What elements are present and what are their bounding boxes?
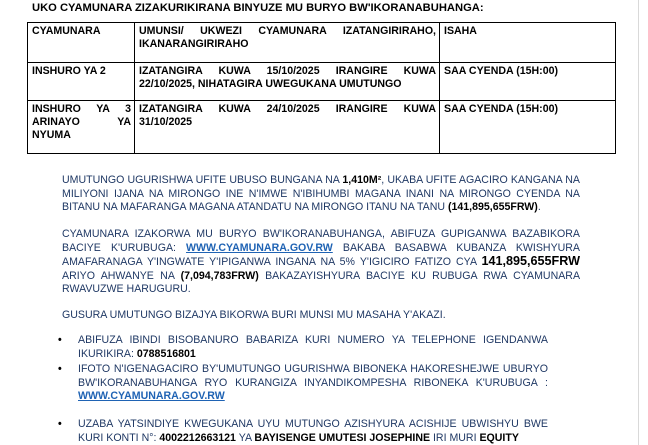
table-header-row [28,23,616,63]
text: IFOTO N'IGENAGACIRO BY'UMUTUNGO UGURISHWA BIBONEKA HAKORESHEJWE UBURYO BW'IKORANABUHANGA RYO KURANGIZA INYANDIKOMPESHA RIBONEKA K'URUBUGA : [78,363,548,389]
header-cell-auction: CYAMUNARA [28,23,135,63]
table-cell: IZATANGIRA KUWA 15/10/2025 IRANGIRE KUWA 22/10/2025, NIHATAGIRA UWEGUKANA UMUTUNGO [135,63,440,101]
list-item [58,418,548,445]
auction-schedule-table [27,22,616,154]
phone-number: 0788516801 [136,347,196,360]
text: , UKABA UFITE AGACIRO KANGANA NA MILIYONI IJANA NA MIRONGO INE N'IMWE N'IBIHUMBI MAGANA INANI NA MIRONGO CYENDA NA BITANU NA MAFARANGA MAGANA ATANDATU NA MIRONGO ITANU NA TANU [62,174,580,214]
table-cell: SAA CYENDA (15H:00) [440,101,616,154]
table-row [28,63,616,101]
table-cell: IZATANGIRA KUWA 24/10/2025 IRANGIRE KUWA 31/10/2025 [135,101,440,154]
bank-name: EQUITY [479,431,519,444]
cyamunara-website-link[interactable]: WWW.CYAMUNARA.GOV.RW [186,241,333,254]
base-price: 141,895,655FRW [481,254,580,269]
list-item [58,363,548,404]
account-number: 4002212663121 [159,431,236,444]
table-cell: INSHURO YA 2 [28,63,135,101]
text: ABIFUZA IBINDI BISOBANURO BABARIZA KURI NUMERO YA TELEPHONE IGENDANWA IKURIKIRA: [78,334,548,360]
table-cell: SAA CYENDA (15H:00) [440,63,616,101]
header-cell-time: ISAHA [440,23,616,63]
text: ARIYO AHWANYE NA [62,269,181,282]
table-row [28,101,616,154]
deposit-amount: (7,094,783FRW) [180,269,259,282]
property-value: (141,895,655FRW) [447,201,538,214]
list-item [58,334,548,361]
cyamunara-website-link[interactable]: WWW.CYAMUNARA.GOV.RW [78,390,225,403]
visit-notice-paragraph: GUSURA UMUTUNGO BIZAJYA BIKORWA BURI MUNSI MU MASAHA Y'AKAZI. [62,309,446,321]
text: UMUTUNGO UGURISHWA UFITE UBUSO BUNGANA NA [62,174,343,186]
text: BAKABA BASABWA KUBANZA KWISHYURA AMAFARANAGA Y'INGWATE Y'IPIGANWA INGANA NA 5% Y'IGICIRO FATIZO CYA [62,241,580,269]
text: IRI MURI [430,431,480,444]
text: UZABA YATSINDIYE KWEGUKANA UYU MUTUNGO AZISHYURA ACISHIJE UBWISHYU BWE KURI KONTI N°: [78,417,548,444]
text: CYAMUNARA IZAKORWA MU BURYO BW'IKORANABUHANGA, ABIFUZA GUPIGANWA BAZABIKORA BACIYE K'URUBUGA: [62,228,580,254]
table-cell: INSHURO YA 3 ARINAYO YA NYUMA [28,101,135,154]
account-holder: BAYISENGE UMUTESI JOSEPHINE [254,431,431,444]
property-area: 1,410M² [342,174,382,186]
bidding-instructions-paragraph [62,228,580,297]
header-cell-dates: UMUNSI/ UKWEZI CYAMUNARA IZATANGIRIRAHO, IKANARANGIRIRAHO [135,23,440,63]
text: . [537,201,541,214]
page-edge-divider [638,0,639,445]
information-bullet-list [58,334,548,445]
property-description-paragraph [62,174,580,215]
text: YA [235,431,255,444]
page-heading: UKO CYAMUNARA ZIZAKURIKIRANA BINYUZE MU BURYO BW'IKORANABUHANGA: [32,2,484,14]
text: BAKAZAYISHYURA BACIYE KU RUBUGA RWA CYAMUNARA RWAVUZWE HARUGURU. [62,269,581,296]
